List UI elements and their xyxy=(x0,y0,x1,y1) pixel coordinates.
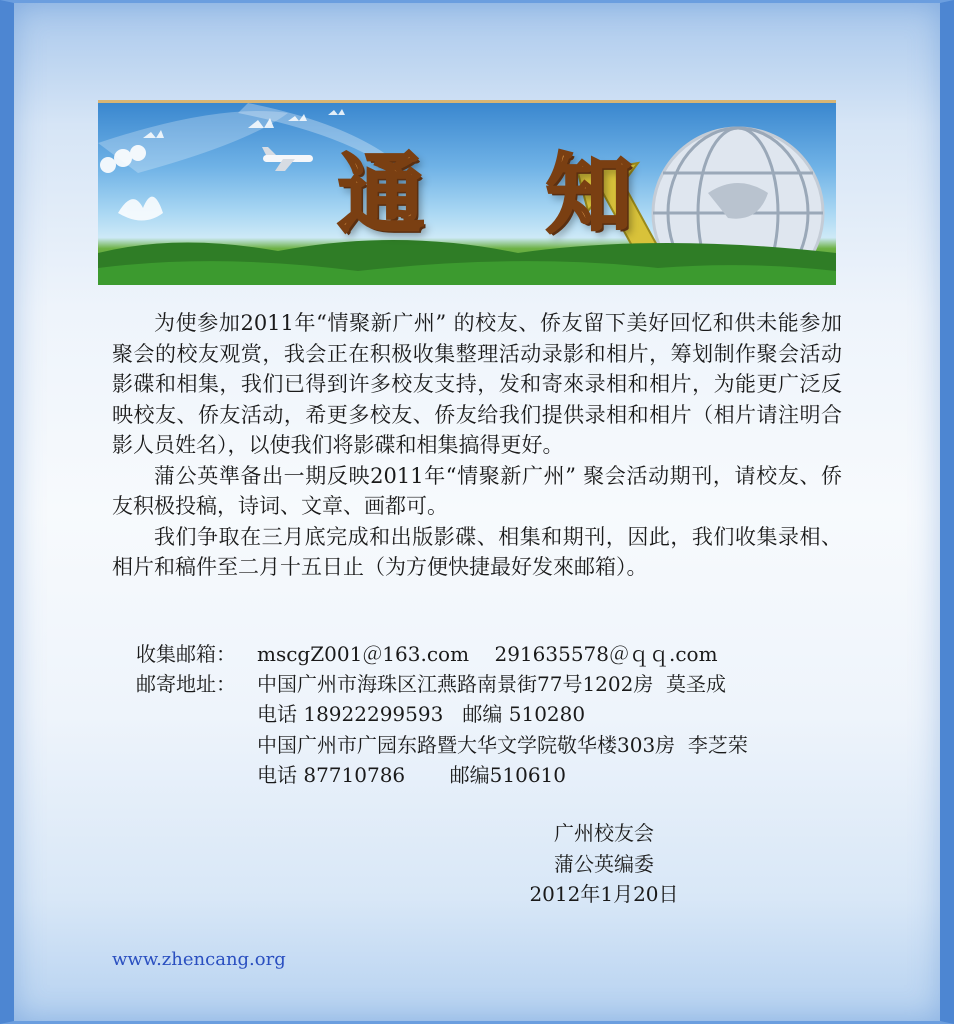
paragraph-magazine: 蒲公英準备出一期反映2011年“情聚新广州” 聚会活动期刊，请校友、侨友积极投稿，诗词、文章、画都可。 xyxy=(112,463,842,518)
phone-1: 电话 18922299593 邮编 510280 xyxy=(257,702,586,727)
mail-label: 邮寄地址： xyxy=(136,672,236,697)
phone-2: 电话 87710786 邮编510610 xyxy=(257,762,567,787)
address-2: 中国广州市广园东路暨大华文学院敬华楼303房 李芝荣 xyxy=(257,732,748,757)
email-addresses: mscgZ001＠163.com 291635578＠ｑｑ.com xyxy=(257,642,718,666)
email-row xyxy=(136,639,856,669)
address-row-1 xyxy=(136,669,856,699)
notice-body xyxy=(112,308,842,583)
indent-spacer xyxy=(136,760,257,790)
paragraph-deadline: 我们争取在三月底完成和出版影碟、相集和期刊，因此，我们收集录相、相片和稿件至二月十五日止（为方便快捷最好发來邮箱）。 xyxy=(112,524,842,579)
email-label: 收集邮箱： xyxy=(136,642,236,666)
notice-banner xyxy=(98,100,836,285)
website-link[interactable]: www.zhencang.org xyxy=(112,949,286,970)
indent-spacer xyxy=(136,730,257,760)
contact-block xyxy=(136,639,856,790)
paragraph-collection: 为使参加2011年“情聚新广州” 的校友、侨友留下美好回忆和供未能参加聚会的校友观赏，我会正在积极收集整理活动录影和相片，筹划制作聚会活动影碟和相集，我们已得到许多校友支持，发和寄來录相和相片，为能更广泛反映校友、侨友活动，希更多校友、侨友给我们提供录相和相片（相片请注明合影人员姓名），以使我们将影碟和相集搞得更好。 xyxy=(112,311,842,457)
banner-title: 通 知 xyxy=(338,145,678,245)
address-1: 中国广州市海珠区江燕路南景街77号1202房 莫圣成 xyxy=(257,672,727,697)
indent-spacer xyxy=(136,699,257,729)
signature-org: 广州校友会 xyxy=(554,821,654,845)
signature-date: 2012年1月20日 xyxy=(529,882,679,906)
airplane-icon xyxy=(262,147,313,171)
phone-row-1 xyxy=(136,699,856,729)
signature-committee: 蒲公英编委 xyxy=(554,851,654,876)
signature-block xyxy=(514,818,694,910)
address-row-2 xyxy=(136,730,856,760)
phone-row-2 xyxy=(136,760,856,790)
